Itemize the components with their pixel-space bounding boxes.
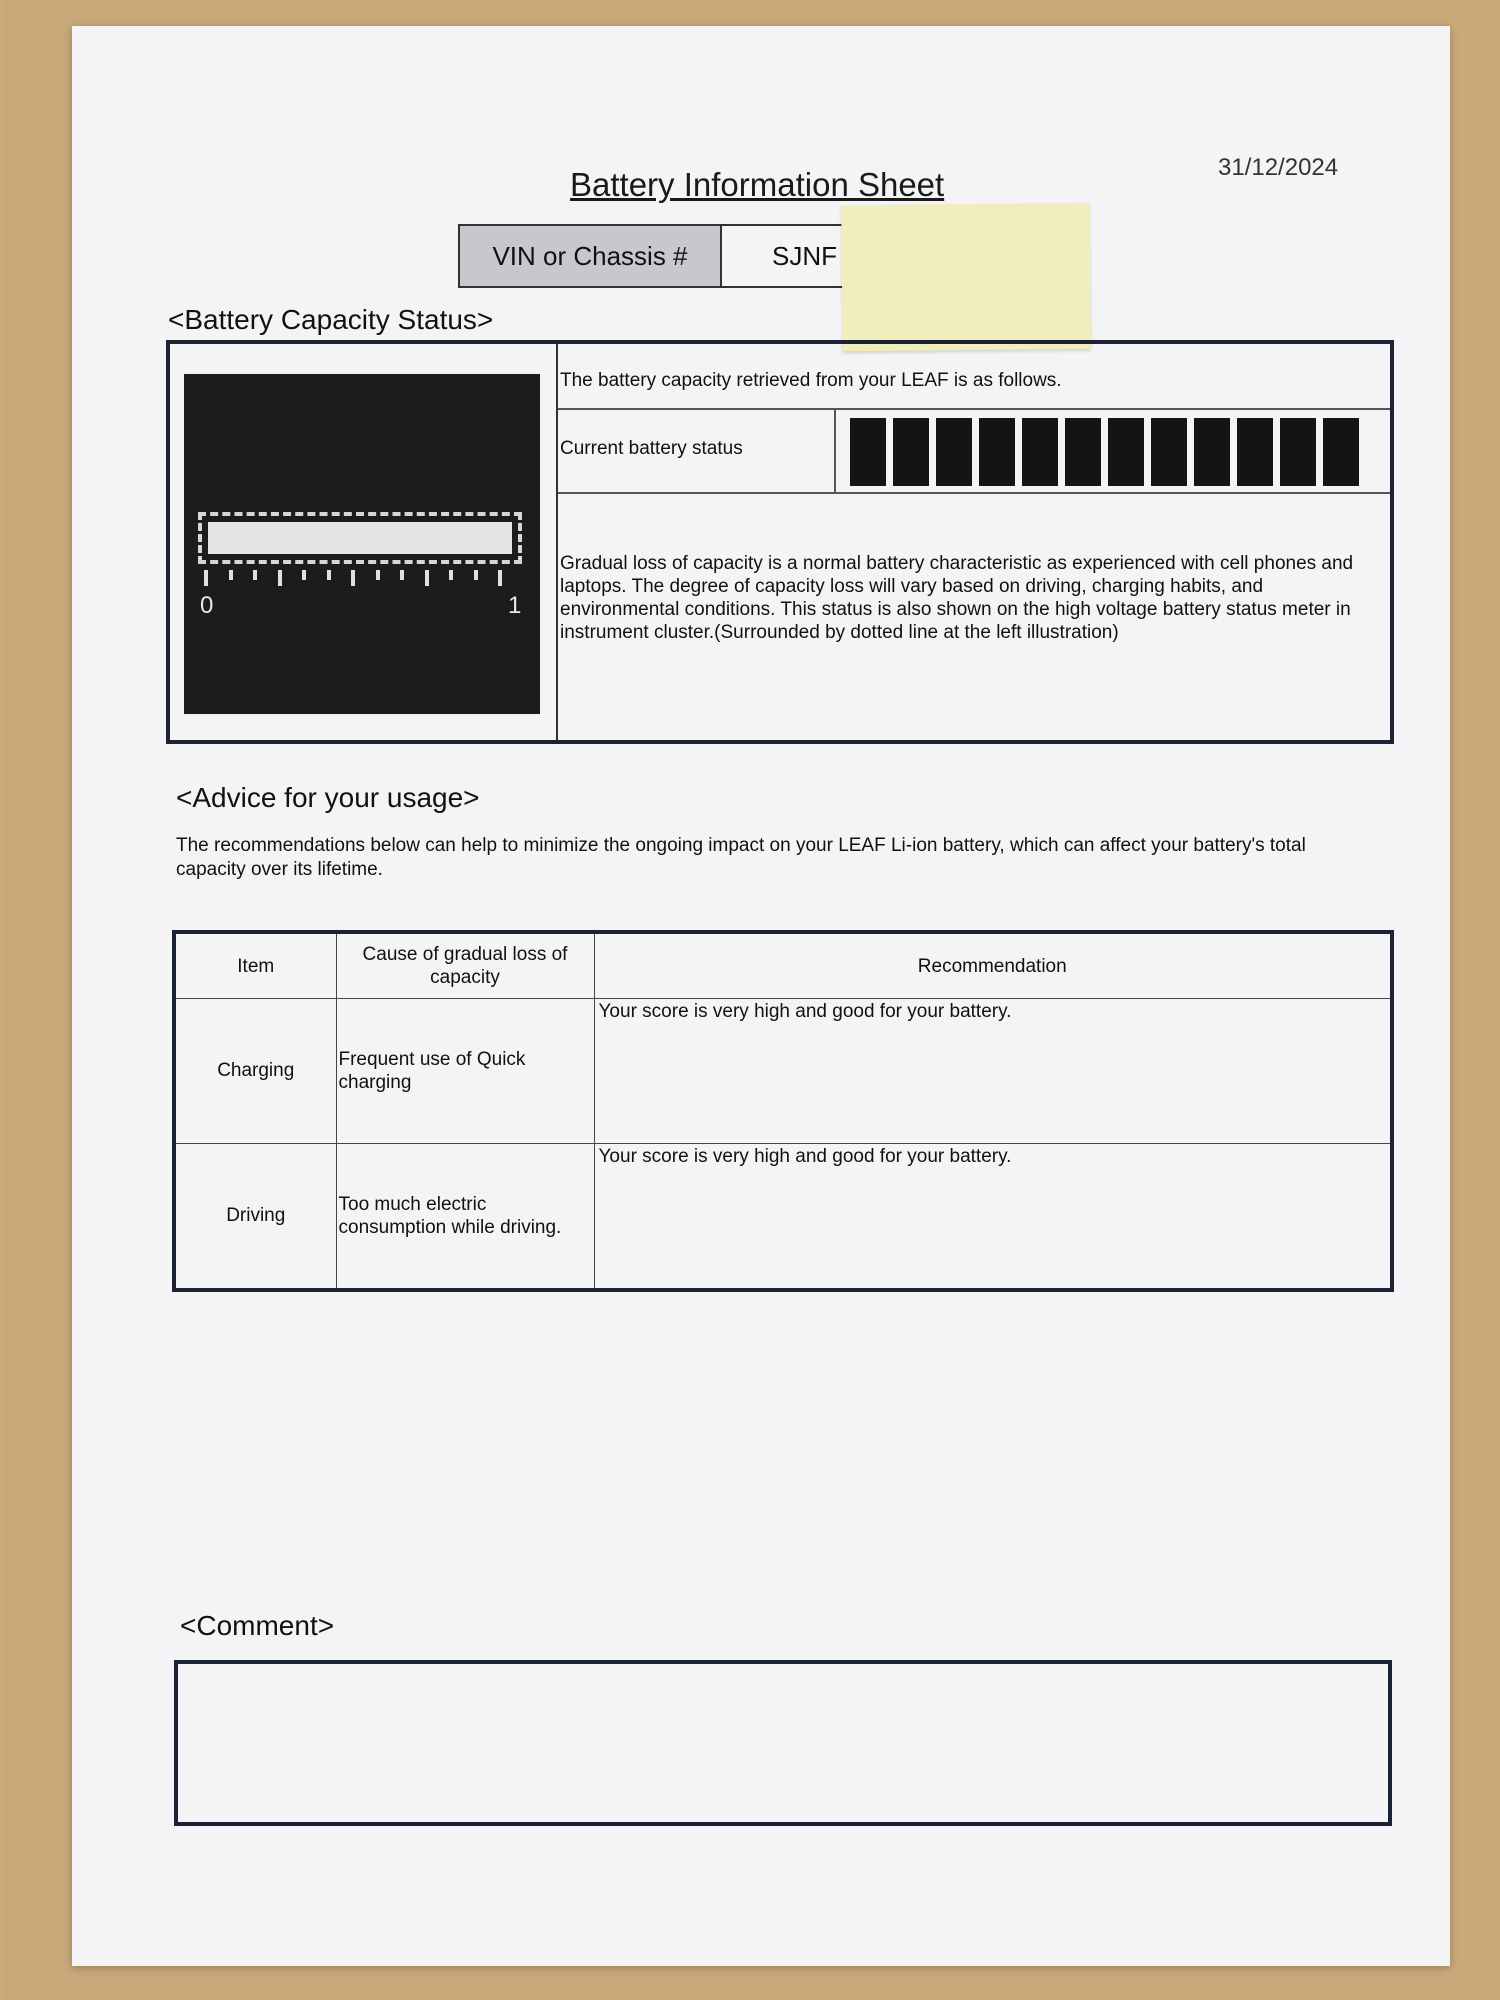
vin-value: SJNF	[772, 240, 837, 271]
meter-tick	[376, 570, 380, 580]
status-segment	[1194, 418, 1230, 486]
battery-meter-illustration	[184, 374, 540, 714]
meter-tick	[278, 570, 282, 586]
comment-box	[174, 1660, 1392, 1826]
vin-label: VIN or Chassis #	[460, 226, 722, 286]
status-segment	[850, 418, 886, 486]
row-recommendation: Your score is very high and good for your battery.	[594, 1144, 1392, 1291]
row-item: Driving	[174, 1144, 336, 1291]
column-header-recommendation: Recommendation	[594, 932, 1392, 999]
page-title: Battery Information Sheet	[570, 166, 945, 203]
capacity-heading: <Battery Capacity Status>	[168, 304, 494, 335]
status-segment-bar	[850, 418, 1359, 486]
status-segment	[1022, 418, 1058, 486]
table-header-row	[174, 932, 1392, 999]
meter-tick	[253, 570, 257, 580]
meter-max-label: 1	[508, 592, 522, 619]
row-cause: Frequent use of Quick charging	[336, 999, 594, 1144]
status-segment	[1237, 418, 1273, 486]
meter-tick	[474, 570, 478, 580]
table-row	[174, 1144, 1392, 1291]
meter-tick	[351, 570, 355, 586]
meter-tick	[400, 570, 404, 580]
meter-tick	[229, 570, 233, 580]
column-header-cause: Cause of gradual loss of capacity	[336, 932, 594, 999]
capacity-description: Gradual loss of capacity is a normal battery characteristic as experienced with cell phones and laptops. The degree of capacity loss will vary based on driving, charging habits, and environmental conditions. This status is also shown on the high voltage battery status meter in instrument cluster.(Surrounded by dotted line at the left illustration)	[560, 553, 1354, 643]
comment-heading: <Comment>	[180, 1610, 335, 1641]
row-recommendation: Your score is very high and good for your battery.	[594, 999, 1392, 1144]
status-divider	[834, 410, 836, 492]
status-segment	[1108, 418, 1144, 486]
advice-intro: The recommendations below can help to minimize the ongoing impact on your LEAF Li-ion battery, which can affect your battery's total capacity over its lifetime.	[176, 835, 1306, 880]
column-header-item: Item	[174, 932, 336, 999]
sheet-date: 31/12/2024	[1218, 154, 1339, 181]
status-segment	[936, 418, 972, 486]
capacity-retrieved-text: The battery capacity retrieved from your LEAF is as follows.	[558, 344, 1390, 410]
meter-min-label: 0	[200, 592, 214, 619]
status-segment	[1151, 418, 1187, 486]
capacity-status-box	[166, 340, 1394, 744]
meter-capacity-bar	[208, 522, 512, 554]
meter-tick	[498, 570, 502, 586]
advice-heading: <Advice for your usage>	[176, 782, 480, 813]
status-segment	[979, 418, 1015, 486]
row-cause: Too much electric consumption while driving.	[336, 1144, 594, 1291]
table-row	[174, 999, 1392, 1144]
meter-tick	[327, 570, 331, 580]
meter-tick	[425, 570, 429, 586]
recommendation-table	[172, 930, 1394, 1292]
status-segment	[1323, 418, 1359, 486]
row-item: Charging	[174, 999, 336, 1144]
status-segment	[893, 418, 929, 486]
status-segment	[1280, 418, 1316, 486]
sticky-note	[841, 203, 1091, 352]
current-status-label: Current battery status	[560, 438, 743, 459]
meter-tick	[302, 570, 306, 580]
current-status-row	[558, 410, 1390, 494]
meter-tick	[204, 570, 208, 586]
capacity-info	[556, 344, 1390, 740]
meter-tick	[449, 570, 453, 580]
status-segment	[1065, 418, 1101, 486]
